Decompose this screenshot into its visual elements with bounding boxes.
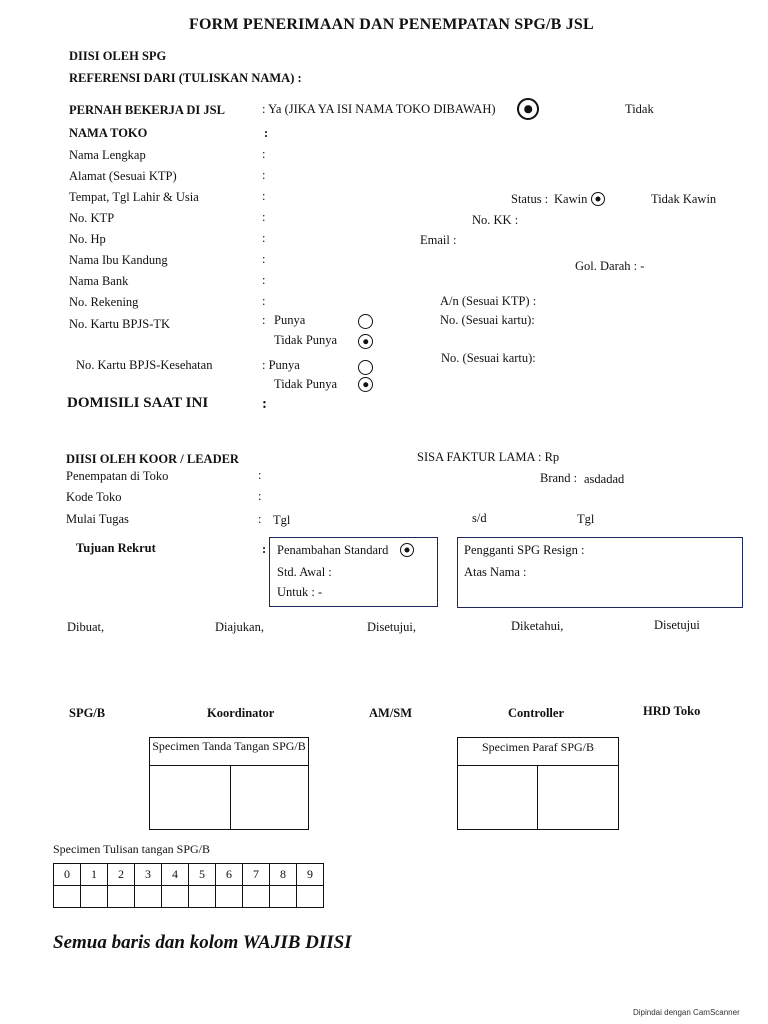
- pernah-ya-option: : Ya (JIKA YA ISI NAMA TOKO DIBAWAH): [262, 102, 496, 116]
- bpjs-kes-punya-radio[interactable]: [358, 360, 373, 375]
- digits-input-row: [54, 886, 324, 908]
- section-koor-heading: DIISI OLEH KOOR / LEADER: [66, 452, 239, 466]
- kode-toko-colon: :: [258, 489, 262, 503]
- scanner-watermark: Dipindai dengan CamScanner: [633, 1008, 740, 1017]
- form-title: FORM PENERIMAAN DAN PENEMPATAN SPG/B JSL: [189, 16, 594, 33]
- field-no-rekening: No. Rekening: [69, 295, 139, 309]
- field-nama-ibu: Nama Ibu Kandung: [69, 253, 168, 267]
- field-colon: :: [262, 210, 266, 224]
- atas-nama-label: Atas Nama :: [464, 565, 527, 579]
- penempatan-colon: :: [258, 468, 262, 482]
- field-bpjs-kesehatan: No. Kartu BPJS-Kesehatan: [76, 358, 213, 372]
- domisili-label: DOMISILI SAAT INI: [67, 395, 209, 411]
- specimen-paraf-cell-1[interactable]: [457, 765, 538, 830]
- mulai-tugas-colon: :: [258, 512, 262, 526]
- status-kawin-radio[interactable]: [591, 192, 605, 206]
- approval-diajukan: Diajukan,: [215, 620, 264, 634]
- role-controller: Controller: [508, 706, 565, 720]
- pernah-bekerja-label: PERNAH BEKERJA DI JSL: [69, 103, 225, 117]
- domisili-colon: :: [262, 396, 267, 412]
- approval-disetujui-2: Disetujui: [654, 618, 700, 632]
- bpjs-tk-punya-radio[interactable]: [358, 314, 373, 329]
- specimen-paraf-header: [457, 737, 619, 766]
- digit-cell: 7: [243, 864, 270, 886]
- penambahan-standard-radio[interactable]: [400, 543, 414, 557]
- role-am-sm: AM/SM: [369, 706, 413, 720]
- status-label: Status :: [511, 192, 549, 206]
- tujuan-rekrut-label: Tujuan Rekrut: [76, 541, 156, 555]
- digit-input-cell[interactable]: [54, 886, 81, 908]
- field-no-hp: No. Hp: [69, 232, 106, 246]
- field-colon: :: [262, 273, 266, 287]
- approval-diketahui: Diketahui,: [511, 619, 564, 633]
- pernah-tidak-option: Tidak: [625, 102, 654, 116]
- digit-input-cell[interactable]: [297, 886, 324, 908]
- specimen-digits-table: [53, 863, 324, 908]
- field-colon: :: [262, 231, 266, 245]
- specimen-tulisan-label: Specimen Tulisan tangan SPG/B: [53, 842, 211, 856]
- untuk-label: Untuk : -: [277, 585, 323, 599]
- digit-cell: 9: [297, 864, 324, 886]
- gol-darah-label: Gol. Darah : -: [575, 259, 645, 273]
- digit-cell: 0: [54, 864, 81, 886]
- digit-input-cell[interactable]: [108, 886, 135, 908]
- section-spg-heading: DIISI OLEH SPG: [69, 49, 167, 63]
- digit-input-cell[interactable]: [81, 886, 108, 908]
- role-koordinator: Koordinator: [207, 706, 275, 720]
- digits-header-row: [54, 864, 324, 886]
- bpjs-kes-tidak-punya-radio[interactable]: [358, 377, 373, 392]
- bpjs-tk-tidak-punya-option: Tidak Punya: [274, 333, 338, 347]
- bpjs-tk-no-kartu-label: No. (Sesuai kartu):: [440, 313, 535, 327]
- pengganti-spg-label: Pengganti SPG Resign :: [464, 543, 585, 557]
- approval-dibuat: Dibuat,: [67, 620, 105, 634]
- digit-input-cell[interactable]: [162, 886, 189, 908]
- tujuan-rekrut-colon: :: [262, 542, 267, 556]
- status-tidak-kawin-option: Tidak Kawin: [651, 192, 717, 206]
- role-hrd-toko: HRD Toko: [643, 704, 701, 718]
- mulai-tugas-sd: s/d: [472, 511, 487, 525]
- digit-cell: 8: [270, 864, 297, 886]
- bpjs-tk-punya-option: Punya: [274, 313, 306, 327]
- field-no-ktp: No. KTP: [69, 211, 115, 225]
- field-colon: :: [262, 252, 266, 266]
- field-tempat-tgl-lahir: Tempat, Tgl Lahir & Usia: [69, 190, 199, 204]
- digit-cell: 1: [81, 864, 108, 886]
- field-colon: :: [262, 294, 266, 308]
- no-kk-label: No. KK :: [472, 213, 519, 227]
- penempatan-toko-label: Penempatan di Toko: [66, 469, 169, 483]
- digit-cell: 3: [135, 864, 162, 886]
- specimen-paraf-cell-2[interactable]: [537, 765, 619, 830]
- specimen-ttd-cell-1[interactable]: [149, 765, 231, 830]
- specimen-ttd-header: [149, 737, 309, 766]
- specimen-ttd-cell-2[interactable]: [230, 765, 309, 830]
- digit-input-cell[interactable]: [135, 886, 162, 908]
- digit-input-cell[interactable]: [243, 886, 270, 908]
- digit-input-cell[interactable]: [216, 886, 243, 908]
- footer-note: Semua baris dan kolom WAJIB DIISI: [53, 932, 352, 953]
- field-colon: :: [262, 189, 266, 203]
- penambahan-standard-option: Penambahan Standard: [277, 543, 389, 557]
- digit-input-cell[interactable]: [270, 886, 297, 908]
- digit-cell: 5: [189, 864, 216, 886]
- digit-cell: 6: [216, 864, 243, 886]
- kode-toko-label: Kode Toko: [66, 490, 122, 504]
- field-nama-lengkap: Nama Lengkap: [69, 148, 146, 162]
- role-spg: SPG/B: [69, 706, 106, 720]
- bpjs-tk-tidak-punya-radio[interactable]: [358, 334, 373, 349]
- field-colon: :: [262, 147, 266, 161]
- field-nama-bank: Nama Bank: [69, 274, 129, 288]
- bpjs-kes-no-kartu-label: No. (Sesuai kartu):: [441, 351, 536, 365]
- pernah-ya-radio[interactable]: [517, 98, 539, 120]
- mulai-tugas-tgl-start: Tgl: [273, 513, 291, 527]
- nama-toko-colon: :: [264, 126, 269, 140]
- specimen-ttd-caption: Specimen Tanda Tangan SPG/B: [152, 739, 306, 753]
- bpjs-tk-colon: :: [262, 313, 266, 327]
- brand-label: Brand :: [540, 471, 578, 485]
- digit-input-cell[interactable]: [189, 886, 216, 908]
- digit-cell: 2: [108, 864, 135, 886]
- nama-toko-label: NAMA TOKO: [69, 126, 148, 140]
- sisa-faktur-label: SISA FAKTUR LAMA : Rp: [417, 450, 560, 464]
- mulai-tugas-label: Mulai Tugas: [66, 512, 129, 526]
- email-label: Email :: [420, 233, 457, 247]
- field-alamat: Alamat (Sesuai KTP): [69, 169, 177, 183]
- field-bpjs-tk: No. Kartu BPJS-TK: [69, 317, 171, 331]
- approval-disetujui-1: Disetujui,: [367, 620, 416, 634]
- std-awal-label: Std. Awal :: [277, 565, 332, 579]
- brand-value: asdadad: [584, 472, 625, 486]
- status-kawin-option: Kawin: [554, 192, 588, 206]
- mulai-tugas-tgl-end: Tgl: [577, 512, 595, 526]
- specimen-paraf-caption: Specimen Paraf SPG/B: [482, 740, 594, 754]
- bpjs-kes-punya-option: : Punya: [262, 358, 300, 372]
- referensi-label: REFERENSI DARI (TULISKAN NAMA) :: [69, 71, 302, 85]
- an-sesuai-ktp-label: A/n (Sesuai KTP) :: [440, 294, 537, 308]
- field-colon: :: [262, 168, 266, 182]
- bpjs-kes-tidak-punya-option: Tidak Punya: [274, 377, 338, 391]
- digit-cell: 4: [162, 864, 189, 886]
